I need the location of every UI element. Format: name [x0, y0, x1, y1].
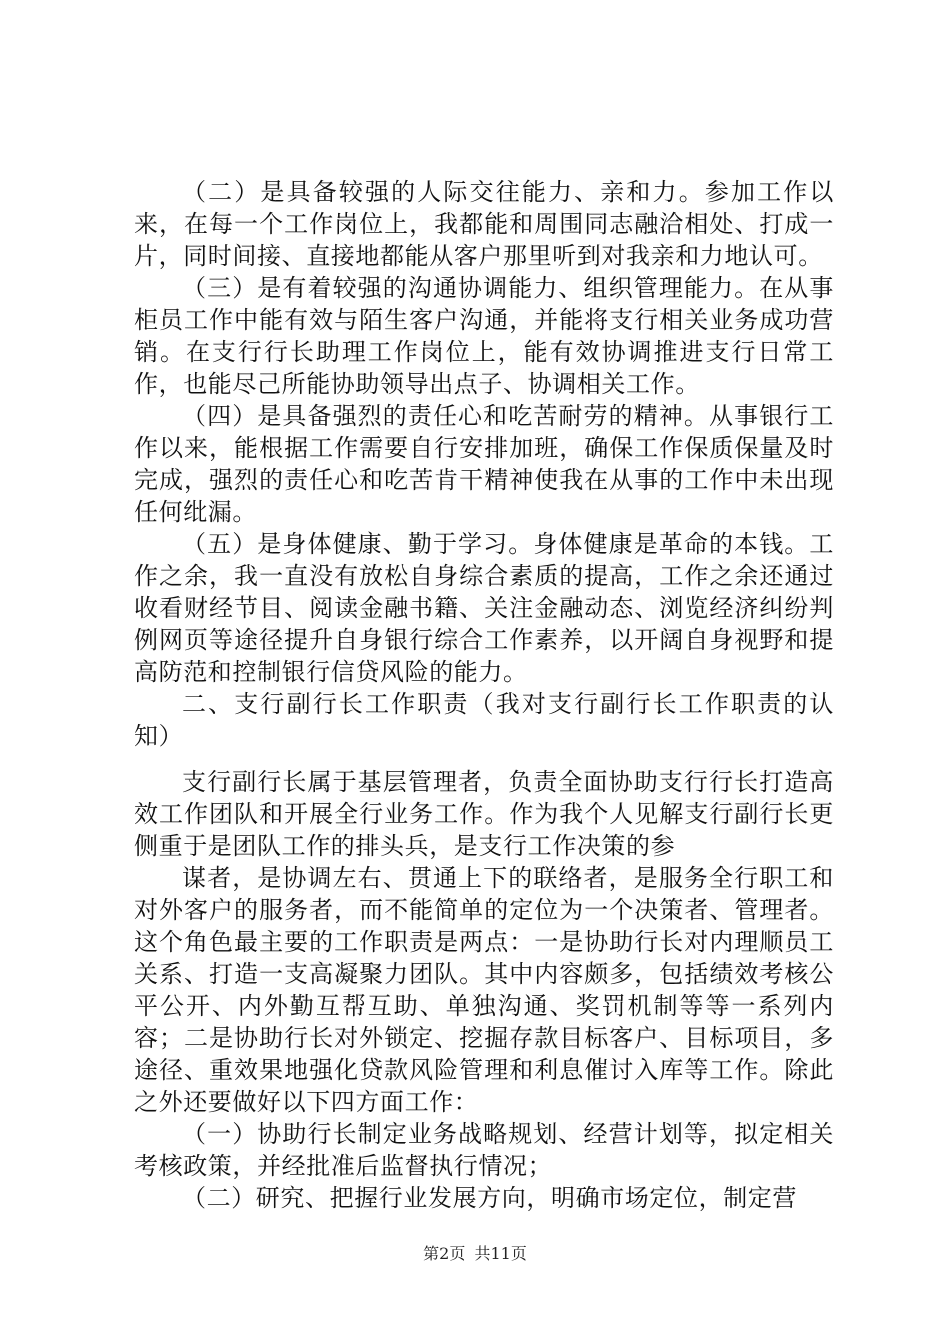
page-number: 第2页: [423, 1244, 466, 1263]
document-body: [134, 176, 834, 1214]
list-item-duty-1: （一）协助行长制定业务战略规划、经营计划等，拟定相关考核政策，并经批准后监督执行情况；: [134, 1120, 834, 1180]
page-total: 共11页: [474, 1244, 527, 1263]
paragraph-strength-4: （四）是具备强烈的责任心和吃苦耐劳的精神。从事银行工作以来，能根据工作需要自行安排加班，确保工作保质保量及时完成，强烈的责任心和吃苦肯干精神使我在从事的工作中未出现任何纰漏。: [134, 402, 834, 526]
section-heading-duties: 二、支行副行长工作职责（我对支行副行长工作职责的认知）: [134, 690, 834, 750]
paragraph-role-definition: 支行副行长属于基层管理者，负责全面协助支行行长打造高效工作团队和开展全行业务工作。作为我个人见解支行副行长更侧重于是团队工作的排头兵，是支行工作决策的参: [134, 768, 834, 860]
paragraph-role-responsibilities: 谋者，是协调左右、贯通上下的联络者，是服务全行职工和对外客户的服务者，而不能简单的定位为一个决策者、管理者。这个角色最主要的工作职责是两点：一是协助行长对内理顺员工关系、打造一支高凝聚力团队。其中内容颇多，包括绩效考核公平公开、内外勤互帮互助、单独沟通、奖罚机制等等一系列内容；二是协助行长对外锁定、挖掘存款目标客户、目标项目，多途径、重效果地强化贷款风险管理和利息催讨入库等工作。除此之外还要做好以下四方面工作：: [134, 864, 834, 1116]
list-item-duty-2: （二）研究、把握行业发展方向，明确市场定位，制定营: [182, 1184, 797, 1212]
paragraph-strength-3: （三）是有着较强的沟通协调能力、组织管理能力。在从事柜员工作中能有效与陌生客户沟通，并能将支行相关业务成功营销。在支行行长助理工作岗位上，能有效协调推进支行日常工作，也能尽己所能协助领导出点子、协调相关工作。: [134, 274, 834, 398]
paragraph-strength-5: （五）是身体健康、勤于学习。身体健康是革命的本钱。工作之余，我一直没有放松自身综合素质的提高，工作之余还通过收看财经节目、阅读金融书籍、关注金融动态、浏览经济纠纷判例网页等途径提升自身银行综合工作素养，以开阔自身视野和提高防范和控制银行信贷风险的能力。: [134, 530, 834, 686]
page-footer: [0, 1241, 950, 1264]
paragraph-strength-2: （二）是具备较强的人际交往能力、亲和力。参加工作以来，在每一个工作岗位上，我都能和周围同志融洽相处、打成一片，同时间接、直接地都能从客户那里听到对我亲和力地认可。: [134, 178, 834, 270]
